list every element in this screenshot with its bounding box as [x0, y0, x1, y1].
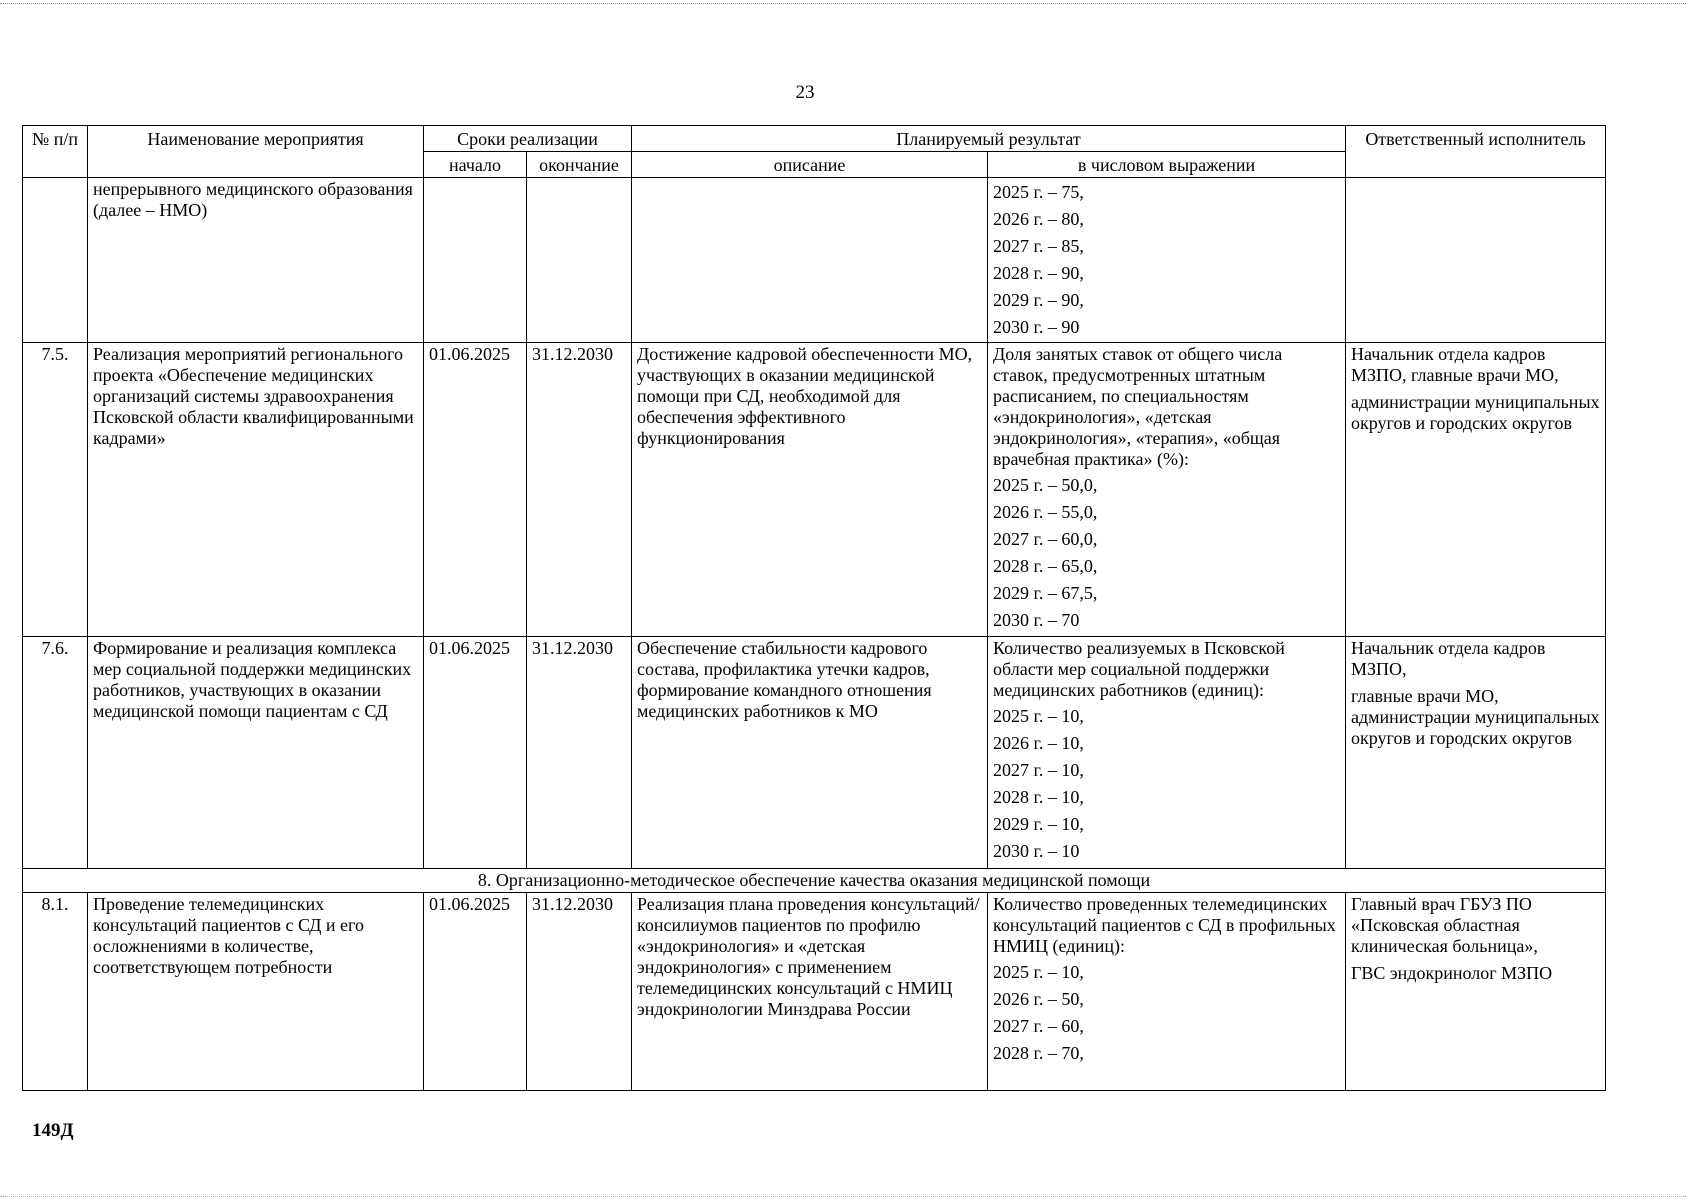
header-name: Наименование мероприятия [88, 126, 424, 178]
value-item: 2026 г. – 10, [993, 733, 1084, 753]
value-item: 2030 г. – 90 [993, 317, 1080, 337]
row-num: 7.5. [23, 343, 88, 637]
value-item: 2030 г. – 10 [993, 841, 1080, 861]
value-item: 2030 г. – 70 [993, 610, 1080, 630]
row-numeric [988, 178, 1346, 343]
row-responsible [1346, 178, 1606, 343]
value-item: 2025 г. – 50,0, [993, 475, 1098, 495]
value-item: 2025 г. – 10, [993, 706, 1084, 726]
value-item: 2025 г. – 75, [993, 182, 1084, 202]
header-num: № п/п [23, 126, 88, 178]
row-numeric [988, 893, 1346, 1091]
numeric-lead: Количество проведенных телемедицинских консультаций пациентов с СД в профильных НМИЦ (единиц): [993, 894, 1336, 956]
responsible-line: главные врачи МО, администрации муниципальных округов и городских округов [1351, 686, 1600, 748]
value-item: 2028 г. – 90, [993, 263, 1084, 283]
row-responsible [1346, 343, 1606, 637]
numeric-lead: Доля занятых ставок от общего числа ставок, предусмотренных штатным расписанием, по специальностям «эндокринология», «детская эндокринология», «терапия», «общая врачебная практика» (%): [993, 344, 1283, 469]
row-name: непрерывного медицинского образования (далее – НМО) [88, 178, 424, 343]
value-item: 2025 г. – 10, [993, 962, 1084, 982]
responsible-line: Начальник отдела кадров МЗПО, [1351, 638, 1546, 679]
responsible-line: Главный врач ГБУЗ ПО «Псковская областная клиническая больница», [1351, 894, 1538, 956]
page-number: 23 [795, 82, 815, 103]
value-item: 2027 г. – 60,0, [993, 529, 1098, 549]
row-num: 7.6. [23, 637, 88, 869]
row-numeric [988, 637, 1346, 869]
document-code: 149Д [32, 1120, 74, 1141]
header-terms: Сроки реализации [424, 126, 632, 152]
value-item: 2027 г. – 85, [993, 236, 1084, 256]
row-description: Реализация плана проведения консультаций/консилиумов пациентов по профилю «эндокринология» и «детская эндокринология» с применением телемедицинских консультаций с НМИЦ эндокринологии Минздрава России [632, 893, 988, 1091]
scan-edge-top [0, 3, 1686, 5]
row-start: 01.06.2025 [424, 343, 527, 637]
scan-edge-bottom [0, 1196, 1686, 1198]
header-start: начало [424, 152, 527, 178]
row-end [527, 178, 632, 343]
table-row [23, 178, 1606, 343]
row-responsible [1346, 893, 1606, 1091]
section-row [23, 869, 1606, 893]
responsible-line: ГВС эндокринолог МЗПО [1351, 963, 1553, 983]
value-item: 2029 г. – 10, [993, 814, 1084, 834]
row-name: Проведение телемедицинских консультаций пациентов с СД и его осложнениями в количестве, соответствующем потребности [88, 893, 424, 1091]
value-item: 2026 г. – 55,0, [993, 502, 1098, 522]
value-item: 2028 г. – 65,0, [993, 556, 1098, 576]
value-item: 2028 г. – 70, [993, 1043, 1084, 1063]
row-name: Реализация мероприятий регионального проекта «Обеспечение медицинских организаций системы здравоохранения Псковской области квалифицированными кадрами» [88, 343, 424, 637]
numeric-lead: Количество реализуемых в Псковской области мер социальной поддержки медицинских работников (единиц): [993, 638, 1285, 700]
value-item: 2026 г. – 80, [993, 209, 1084, 229]
row-num: 8.1. [23, 893, 88, 1091]
row-description: Обеспечение стабильности кадрового состава, профилактика утечки кадров, формирование командного отношения медицинских работников к МО [632, 637, 988, 869]
row-numeric [988, 343, 1346, 637]
section-title: 8. Организационно-методическое обеспечение качества оказания медицинской помощи [23, 869, 1606, 893]
table-row [23, 637, 1606, 869]
value-item: 2027 г. – 60, [993, 1016, 1084, 1036]
row-description [632, 178, 988, 343]
row-end: 31.12.2030 [527, 893, 632, 1091]
table-row [23, 893, 1606, 1091]
row-num [23, 178, 88, 343]
value-item: 2026 г. – 50, [993, 989, 1084, 1009]
header-end: окончание [527, 152, 632, 178]
value-item: 2029 г. – 90, [993, 290, 1084, 310]
row-start: 01.06.2025 [424, 637, 527, 869]
header-result: Планируемый результат [632, 126, 1346, 152]
plan-table [22, 125, 1606, 1091]
row-name: Формирование и реализация комплекса мер социальной поддержки медицинских работников, участвующих в оказании медицинской помощи пациентам с СД [88, 637, 424, 869]
header-row-1 [23, 126, 1606, 152]
header-description: описание [632, 152, 988, 178]
value-item: 2028 г. – 10, [993, 787, 1084, 807]
row-end: 31.12.2030 [527, 343, 632, 637]
responsible-line: Начальник отдела кадров МЗПО, главные врачи МО, [1351, 344, 1559, 385]
header-responsible: Ответственный исполнитель [1346, 126, 1606, 178]
header-numeric: в числовом выражении [988, 152, 1346, 178]
table-row [23, 343, 1606, 637]
row-end: 31.12.2030 [527, 637, 632, 869]
value-item: 2029 г. – 67,5, [993, 583, 1098, 603]
responsible-line: администрации муниципальных округов и городских округов [1351, 392, 1600, 433]
value-item: 2027 г. – 10, [993, 760, 1084, 780]
row-start [424, 178, 527, 343]
row-responsible [1346, 637, 1606, 869]
row-start: 01.06.2025 [424, 893, 527, 1091]
row-description: Достижение кадровой обеспеченности МО, участвующих в оказании медицинской помощи при СД, необходимой для обеспечения эффективного функционирования [632, 343, 988, 637]
